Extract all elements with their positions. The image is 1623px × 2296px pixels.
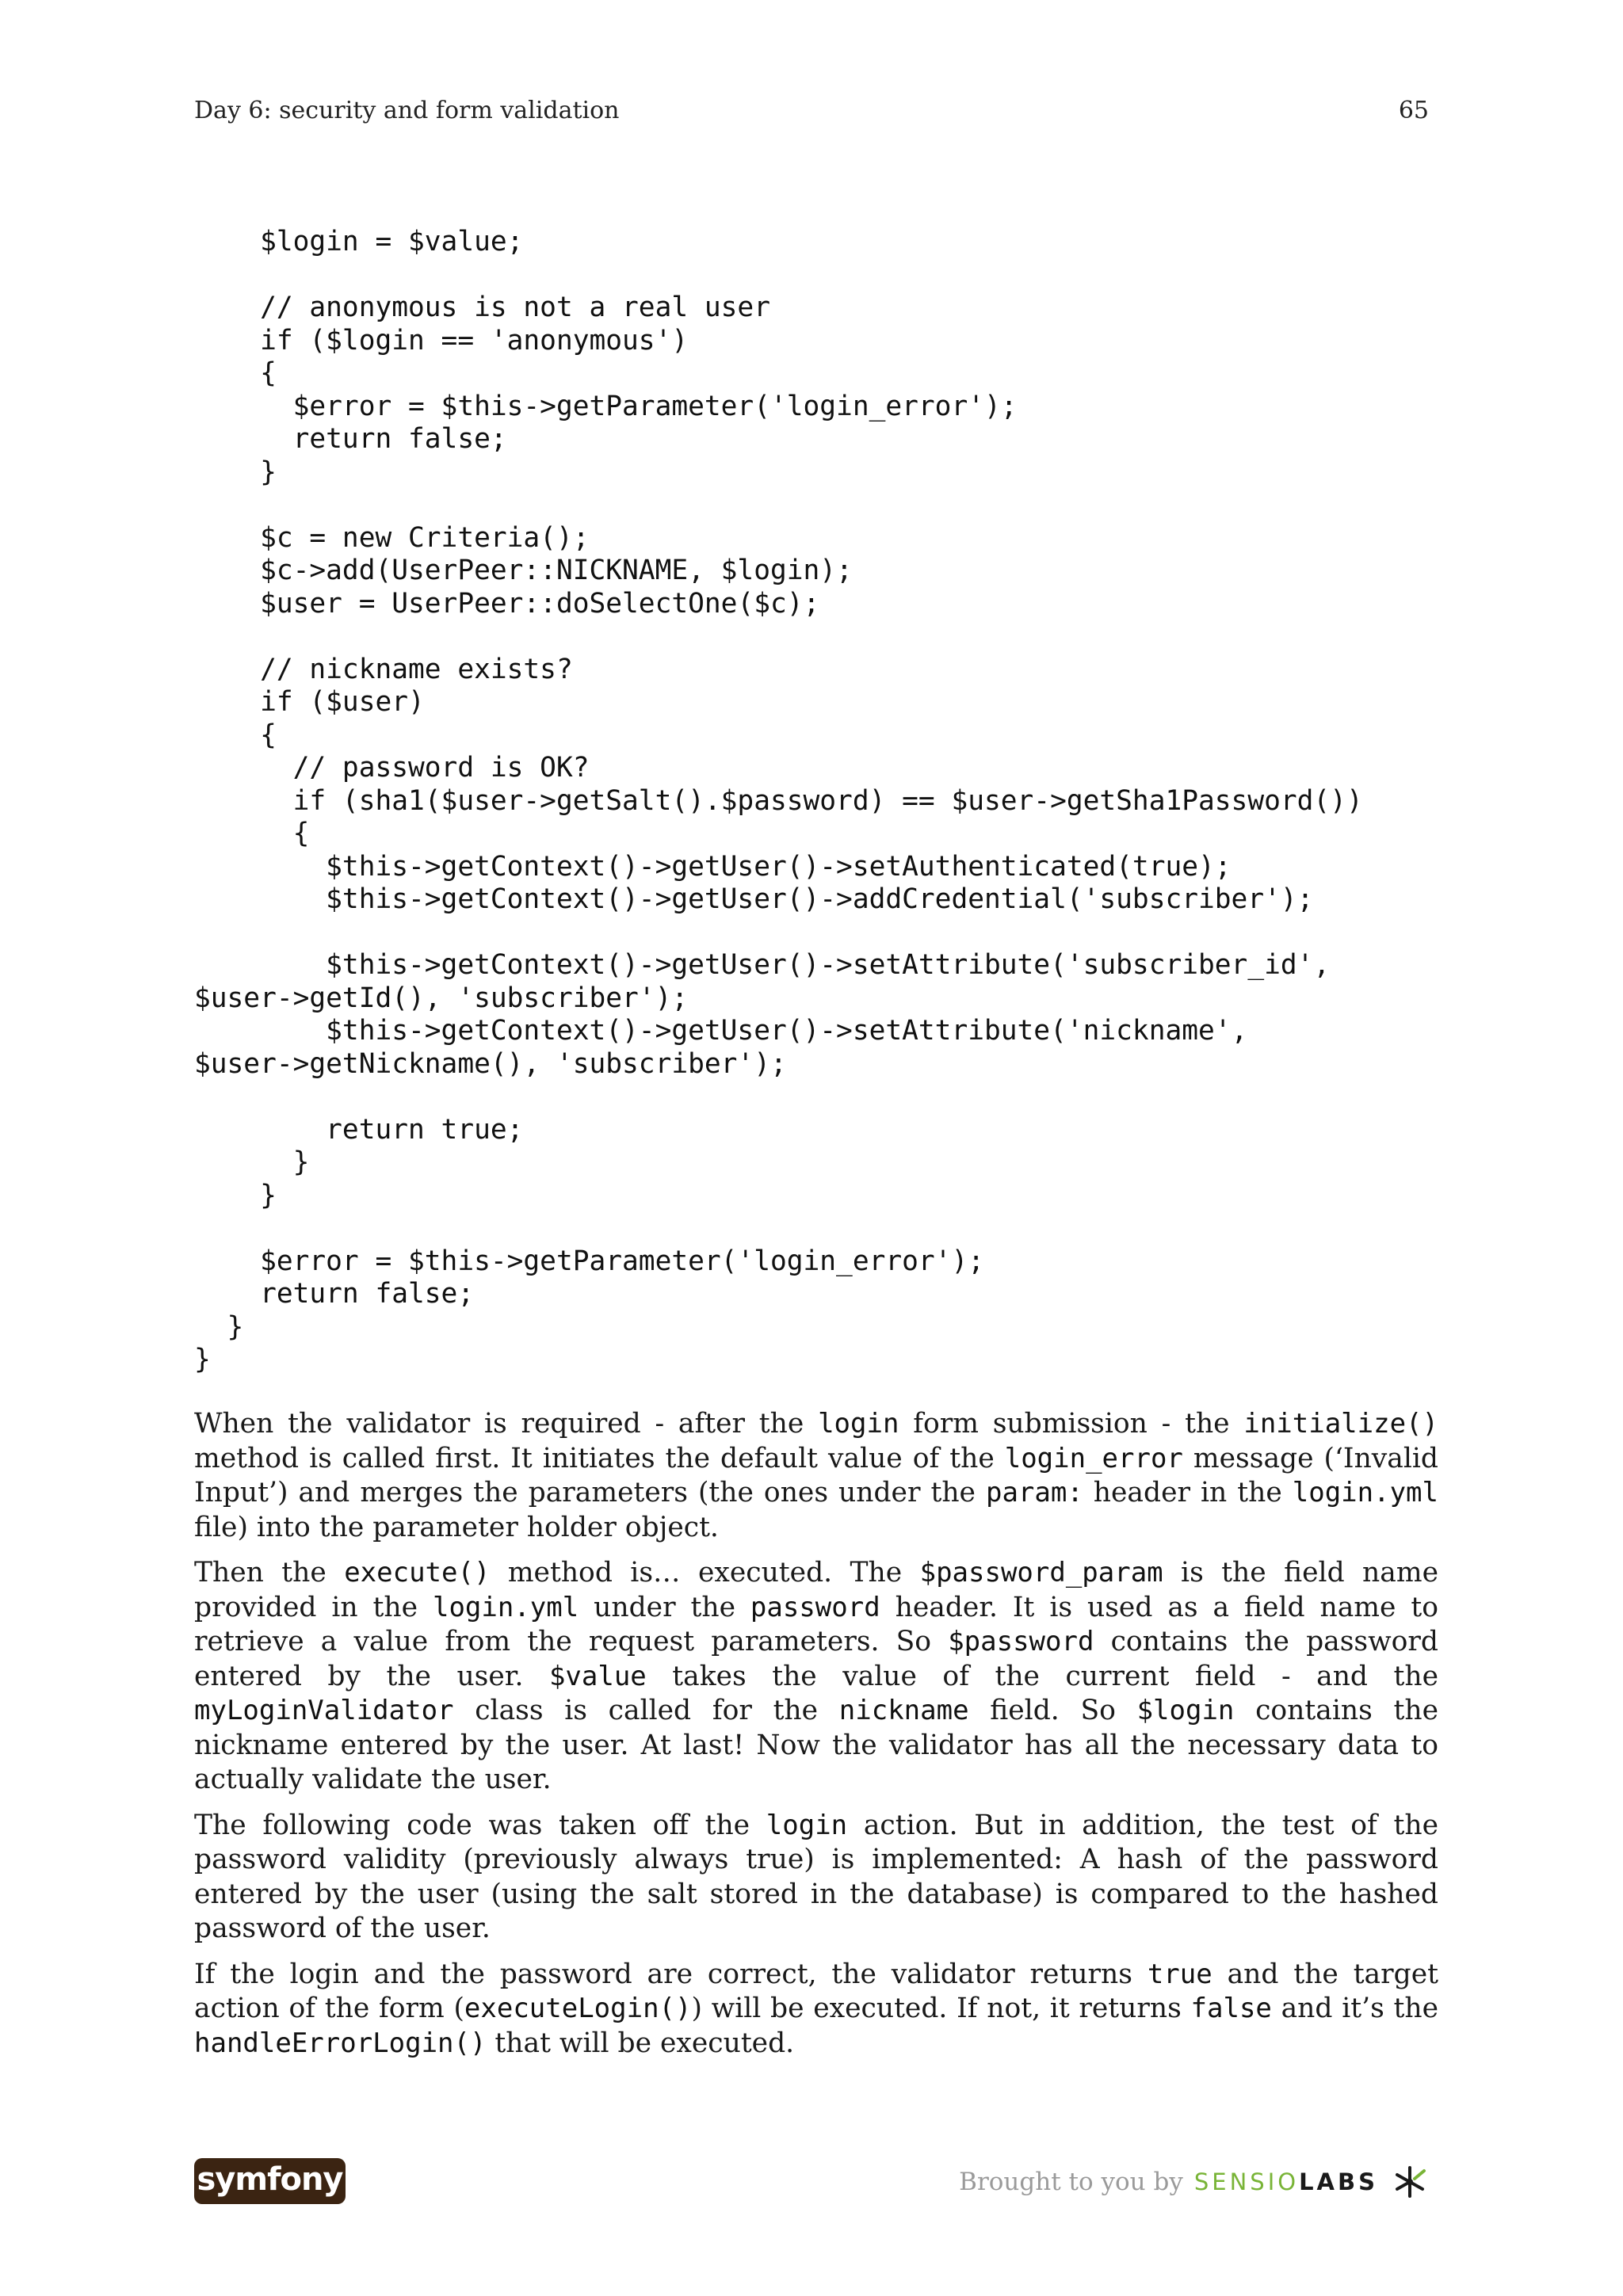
inline-code: login — [766, 1809, 848, 1841]
brand-sensio: SENSIO — [1193, 2168, 1300, 2195]
inline-code: false — [1190, 1993, 1272, 2024]
code-line: { — [194, 818, 310, 849]
paragraph: If the login and the password are correct, the validator returns true and the target action of the form (executeLogin()) will be executed. If not, it returns false and it’s the handleErrorLogin() that will be executed. — [194, 1958, 1438, 2059]
code-line: $this->getContext()->getUser()->setAuthenticated(true); — [194, 850, 1232, 883]
inline-code: nickname — [838, 1695, 969, 1726]
code-line: { — [194, 357, 277, 389]
code-line: $user = UserPeer::doSelectOne($c); — [194, 587, 820, 620]
chapter-title: Day 6: security and form validation — [194, 97, 620, 124]
inline-code: myLoginValidator — [194, 1695, 454, 1726]
paragraph: Then the execute() method is… executed. The $password_param is the field name provided in the login.yml under the password header. It is used as a field name to retrieve a value from the request parameters. So $password contains the password entered by the user. $value takes the value of the current field - and the myLoginValidator class is called for the nickname field. So $login contains the nickname entered by the user. At last! Now the validator has all the necessary data to actually validate the user. — [194, 1557, 1439, 1795]
brand-labs: LABS — [1299, 2168, 1378, 2195]
code-line: $login = $value; — [194, 226, 524, 257]
code-line: $this->getContext()->getUser()->addCredential('subscriber'); — [194, 883, 1314, 915]
code-line: { — [194, 719, 277, 751]
footer-credit — [959, 2160, 1429, 2204]
inline-code: login.yml — [1292, 1477, 1438, 1508]
inline-code: $password_param — [919, 1557, 1163, 1589]
paragraph: When the validator is required - after the login form submission - the initialize() method is called first. It initiates the default value of the login_error message (‘Invalid Input’) and merges the parameters (the ones under the param: header in the login.yml file) into the parameter holder object. — [194, 1408, 1438, 1543]
code-line: // anonymous is not a real user — [194, 292, 770, 323]
code-line: if (sha1($user->getSalt().$password) == $user->getSha1Password()) — [194, 784, 1363, 817]
inline-code: executeLogin() — [464, 1993, 692, 2024]
inline-code: handleErrorLogin() — [194, 2027, 487, 2059]
code-line: $user->getNickname(), 'subscriber'); — [194, 1047, 787, 1080]
code-line: return true; — [194, 1113, 524, 1146]
inline-code: login — [818, 1408, 899, 1440]
code-line: // password is OK? — [194, 752, 590, 784]
inline-code: login.yml — [432, 1591, 579, 1623]
inline-code: login_error — [1004, 1442, 1183, 1474]
code-line: } — [194, 1146, 310, 1178]
code-listing — [194, 226, 1430, 1377]
code-line: $this->getContext()->getUser()->setAttribute('subscriber_id', — [194, 949, 1331, 981]
code-line: } — [194, 1179, 277, 1211]
paragraph: The following code was taken off the login action. But in addition, the test of the password validity (previously always true) is implemented: A hash of the password entered by the user (using the salt stored in the database) is compared to the hashed password of the user. — [194, 1809, 1438, 1944]
code-line: $user->getId(), 'subscriber'); — [194, 982, 689, 1014]
symfony-logo-text: symfony — [197, 2161, 343, 2198]
sensiolabs-star-icon — [1391, 2163, 1429, 2201]
inline-code: $login — [1136, 1695, 1235, 1726]
inline-code: param: — [985, 1477, 1083, 1508]
brought-by-text: Brought to you by — [959, 2168, 1183, 2196]
inline-code: password — [750, 1591, 880, 1623]
code-line: $c->add(UserPeer::NICKNAME, $login); — [194, 555, 853, 586]
code-line: $error = $this->getParameter('login_error'); — [194, 1245, 984, 1277]
code-line: $this->getContext()->getUser()->setAttribute('nickname', — [194, 1015, 1248, 1047]
code-line: if ($user) — [194, 686, 425, 718]
code-line: $c = new Criteria(); — [194, 521, 590, 554]
body-text — [194, 1407, 1438, 2072]
inline-code: $value — [548, 1660, 647, 1692]
code-line: } — [194, 1344, 211, 1375]
page-header — [194, 97, 1429, 132]
page-number: 65 — [1398, 97, 1429, 124]
code-line: if ($login == 'anonymous') — [194, 324, 689, 357]
symfony-logo — [194, 2158, 346, 2204]
inline-code: $password — [948, 1626, 1094, 1657]
code-line: } — [194, 1310, 244, 1343]
code-line: // nickname exists? — [194, 653, 573, 685]
code-line: return false; — [194, 423, 507, 455]
code-line: } — [194, 456, 277, 488]
inline-code: execute() — [344, 1557, 491, 1589]
sensiolabs-brand — [1194, 2168, 1378, 2195]
code-line: $error = $this->getParameter('login_error'); — [194, 390, 1018, 422]
code-line: return false; — [194, 1278, 475, 1310]
inline-code: true — [1147, 1958, 1212, 1990]
inline-code: initialize() — [1243, 1408, 1438, 1440]
